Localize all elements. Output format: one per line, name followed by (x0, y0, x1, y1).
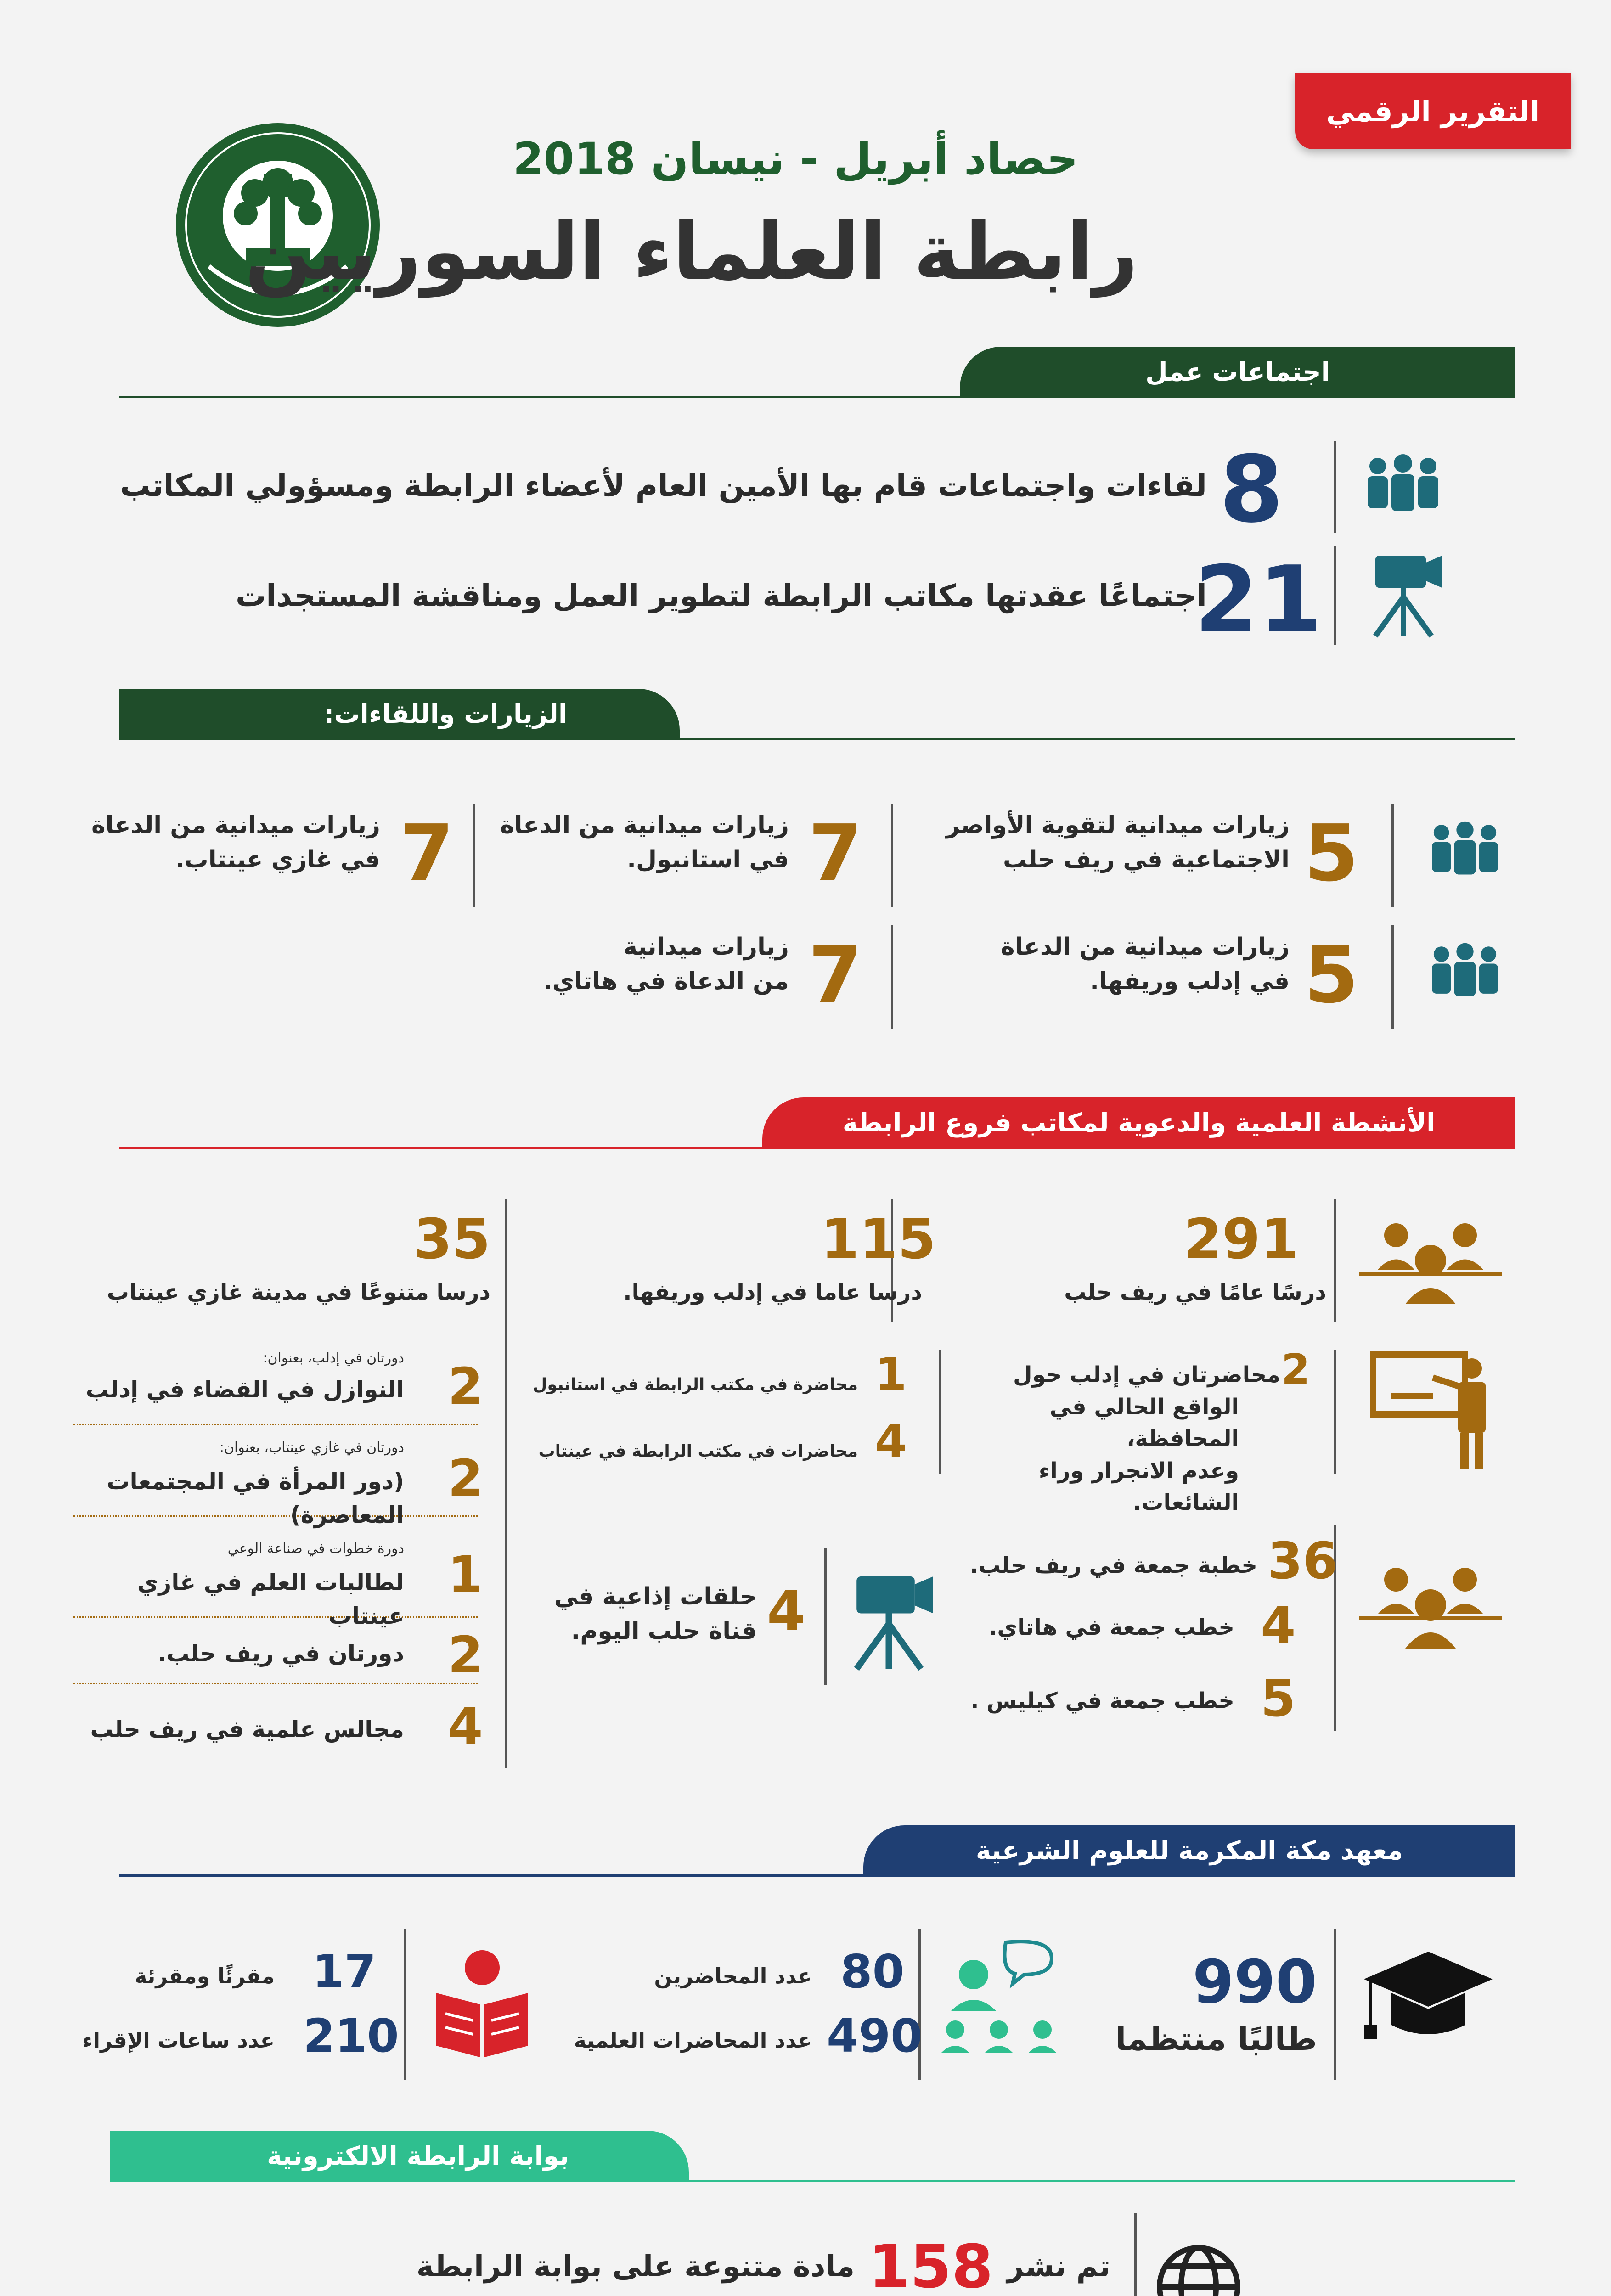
globe-cursor-icon (1148, 2236, 1258, 2296)
visit-text-4: زيارات ميدانية من الدعاة في إدلب وريفها. (1000, 933, 1290, 996)
sermons-text-2: خطب جمعة في هاتاي. (989, 1615, 1234, 1640)
students-count: 990 (1192, 1947, 1317, 2017)
team-icon (1419, 941, 1511, 1006)
divider (1334, 1350, 1336, 1474)
divider (1334, 546, 1336, 645)
meetings-text-1: لقاءات واجتماعات قام بها الأمين العام لأعضاء الرابطة ومسؤولي المكاتب (120, 468, 1207, 503)
lectures-count: 490 (827, 2009, 923, 2063)
presentation-board-icon (1364, 1345, 1497, 1474)
lecturers-count: 80 (840, 1945, 905, 1998)
classroom-icon (1355, 1217, 1506, 1309)
readers-label: مقرئًا ومقرئة (135, 1964, 275, 1988)
report-subtitle: حصاد أبريل - نيسان 2018 (513, 133, 1078, 185)
section-rule (110, 2180, 1515, 2182)
visit-text-1: زيارات ميدانية لتقوية الأواصر الاجتماعية في ريف حلب (946, 811, 1290, 874)
section-heading-activities: الأنشطة العلمية والدعوية لمكاتب فروع الرابطة (762, 1097, 1515, 1148)
divider (891, 925, 893, 1029)
visit-text-2: زيارات ميدانية من الدعاة في استانبول. (500, 811, 789, 874)
sermons-text-1: خطبة جمعة في ريف حلب. (970, 1553, 1257, 1578)
lecture-main-text: محاضرتان في إدلب حول الواقع الحالي في المحافظة، وعدم الانجرار وراء الشائعات. (1013, 1362, 1280, 1516)
lecturers-label: عدد المحاضرين (654, 1964, 812, 1988)
section-rule (119, 396, 1515, 398)
sermons-count-2: 4 (1261, 1596, 1296, 1654)
course-item-2: دورتان في غازي عينتاب، بعنوان: (دور المرأة في المجتمعات المعاصرة) 2 (73, 1430, 478, 1517)
sermons-count-1: 36 (1267, 1531, 1338, 1590)
visit-count-4: 5 (1304, 930, 1359, 1021)
course-item-3: دورة خطوات في صناعة الوعي لطالبات العلم في غازي عينتاب 1 (73, 1525, 478, 1618)
section-heading-visits: الزيارات واللقاءات: (119, 689, 680, 739)
visit-count-5: 7 (808, 930, 863, 1021)
course-item-1: دورتان في إدلب، بعنوان: النوازل في القضاء في إدلب 2 (73, 1345, 478, 1425)
lecturer-audience-icon (937, 1933, 1061, 2062)
readers-count: 17 (312, 1945, 377, 1998)
lecture-mid-text-2: محاضرات في مكتب الرابطة في عينتاب (538, 1442, 858, 1461)
radio-text: حلقات إذاعية في قناة حلب اليوم. (554, 1583, 757, 1645)
section-heading-institute: معهد مكة المكرمة للعلوم الشرعية (863, 1825, 1515, 1876)
radio-count: 4 (767, 1580, 806, 1643)
sermons-count-3: 5 (1261, 1669, 1296, 1728)
section-rule (119, 738, 1515, 740)
lecture-mid-text-1: محاضرة في مكتب الرابطة في استانبول (533, 1375, 858, 1394)
sermons-text-3: خطب جمعة في كيليس . (970, 1688, 1234, 1714)
page-title: رابطة العلماء السوريين (245, 207, 1138, 298)
visit-count-2: 7 (808, 808, 863, 899)
lessons-text-3: درسا متنوعًا في مدينة غازي عينتاب (107, 1279, 490, 1305)
section-rule (119, 1147, 1515, 1149)
reader-book-icon (427, 1947, 537, 2062)
divider (1334, 441, 1336, 533)
lessons-text-2: درسا عاما في إدلب وريفها. (623, 1279, 922, 1305)
course-item-5: مجالس علمية في ريف حلب 4 (90, 1697, 483, 1756)
lecture-mid-count-2: 4 (875, 1414, 907, 1468)
divider (1391, 925, 1394, 1029)
meetings-text-2: اجتماعًا عقدتها مكاتب الرابطة لتطوير العمل ومناقشة المستجدات (235, 578, 1207, 613)
lessons-count-1: 291 (1183, 1208, 1299, 1272)
divider (1334, 1199, 1336, 1322)
visit-text-5: زيارات ميدانية من الدعاة في هاتاي. (543, 933, 789, 996)
lecture-main-count: 2 (1281, 1345, 1310, 1394)
team-icon (1359, 452, 1447, 521)
portal-line-1: تم نشر 158 مادة متنوعة على بوابة الرابطة (416, 2232, 1110, 2296)
divider (505, 1199, 507, 1768)
divider (1334, 1929, 1336, 2080)
team-icon (1419, 820, 1511, 884)
graduation-cap-icon (1359, 1942, 1497, 2048)
divider (939, 1350, 941, 1474)
visit-count-1: 5 (1304, 808, 1359, 899)
report-badge-label: التقرير الرقمي (1326, 95, 1540, 128)
divider (1134, 2213, 1137, 2296)
hours-label: عدد ساعات الإقراء (82, 2028, 275, 2053)
lessons-count-3: 35 (414, 1208, 490, 1272)
lessons-count-2: 115 (821, 1208, 936, 1272)
audience-icon (1355, 1561, 1506, 1653)
meetings-count-1: 8 (1219, 436, 1284, 543)
divider (891, 804, 893, 907)
section-rule (119, 1874, 1515, 1877)
section-heading-meetings: اجتماعات عمل (960, 347, 1515, 397)
video-camera-icon (1366, 546, 1444, 638)
visit-text-3: زيارات ميدانية من الدعاة في غازي عينتاب. (91, 811, 380, 874)
lessons-text-1: درسًا عامًا في ريف حلب (1064, 1279, 1326, 1305)
visit-count-3: 7 (400, 808, 454, 899)
report-badge (1295, 73, 1571, 149)
divider (1391, 804, 1394, 907)
meetings-count-2: 21 (1194, 546, 1323, 653)
section-heading-portal: بوابة الرابطة الالكترونية (110, 2131, 689, 2181)
divider (404, 1929, 406, 2080)
hours-count: 210 (303, 2009, 399, 2063)
students-label: طالبًا منتظما (1115, 2020, 1317, 2058)
divider (824, 1548, 827, 1685)
lecture-mid-count-1: 1 (875, 1348, 907, 1401)
divider (473, 804, 475, 907)
video-camera-icon (845, 1566, 937, 1671)
course-item-4: دورتان في ريف حلب. 2 (73, 1628, 478, 1684)
lectures-label: عدد المحاضرات العلمية (574, 2028, 812, 2053)
